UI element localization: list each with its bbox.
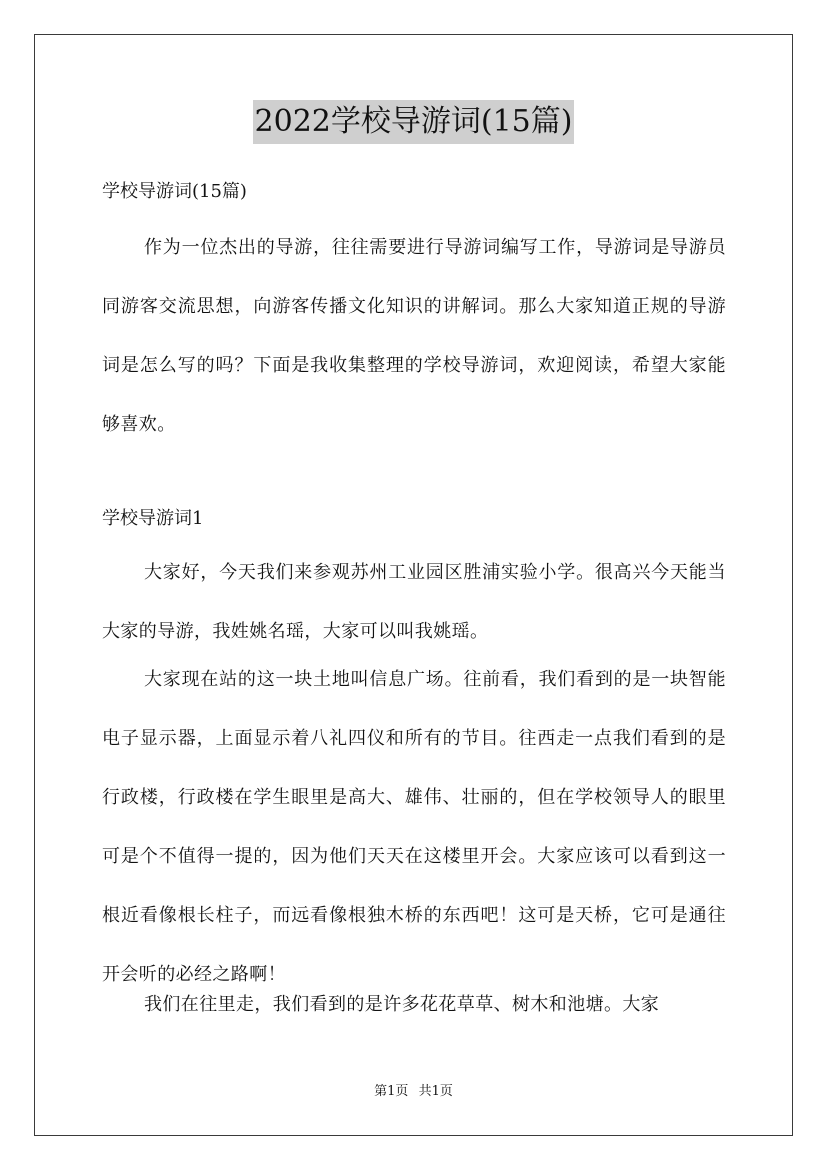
body-paragraph-2: 大家现在站的这一块土地叫信息广场。往前看，我们看到的是一块智能电子显示器，上面显示着八礼四仪和所有的节目。往西走一点我们看到的是行政楼，行政楼在学生眼里是高大、雄伟、壮丽的，但在学校领导人的眼里可是个不值得一提的，因为他们天天在这楼里开会。大家应该可以看到这一根近看像根长柱子，而远看像根独木桥的东西吧！这可是天桥，它可是通往开会听的必经之路啊！ [102, 669, 726, 985]
intro-paragraph: 作为一位杰出的导游，往往需要进行导游词编写工作，导游词是导游员同游客交流思想，向游客传播文化知识的讲解词。那么大家知道正规的导游词是怎么写的吗？下面是我收集整理的学校导游词，欢迎阅读，希望大家能够喜欢。 [102, 237, 726, 435]
title-container [0, 100, 827, 144]
document-title: 2022学校导游词(15篇) [253, 100, 575, 144]
section-heading: 学校导游词1 [102, 508, 204, 529]
body-paragraph-3: 我们在往里走，我们看到的是许多花花草草、树木和池塘。大家 [144, 994, 660, 1015]
page-number-current: 第1页 [374, 1084, 409, 1099]
page-footer [0, 1083, 827, 1101]
body-paragraph-1: 大家好，今天我们来参观苏州工业园区胜浦实验小学。很高兴今天能当大家的导游，我姓姚名瑶，大家可以叫我姚瑶。 [102, 562, 726, 642]
page-number-total: 共1页 [418, 1084, 453, 1099]
document-subtitle: 学校导游词(15篇) [102, 181, 247, 202]
